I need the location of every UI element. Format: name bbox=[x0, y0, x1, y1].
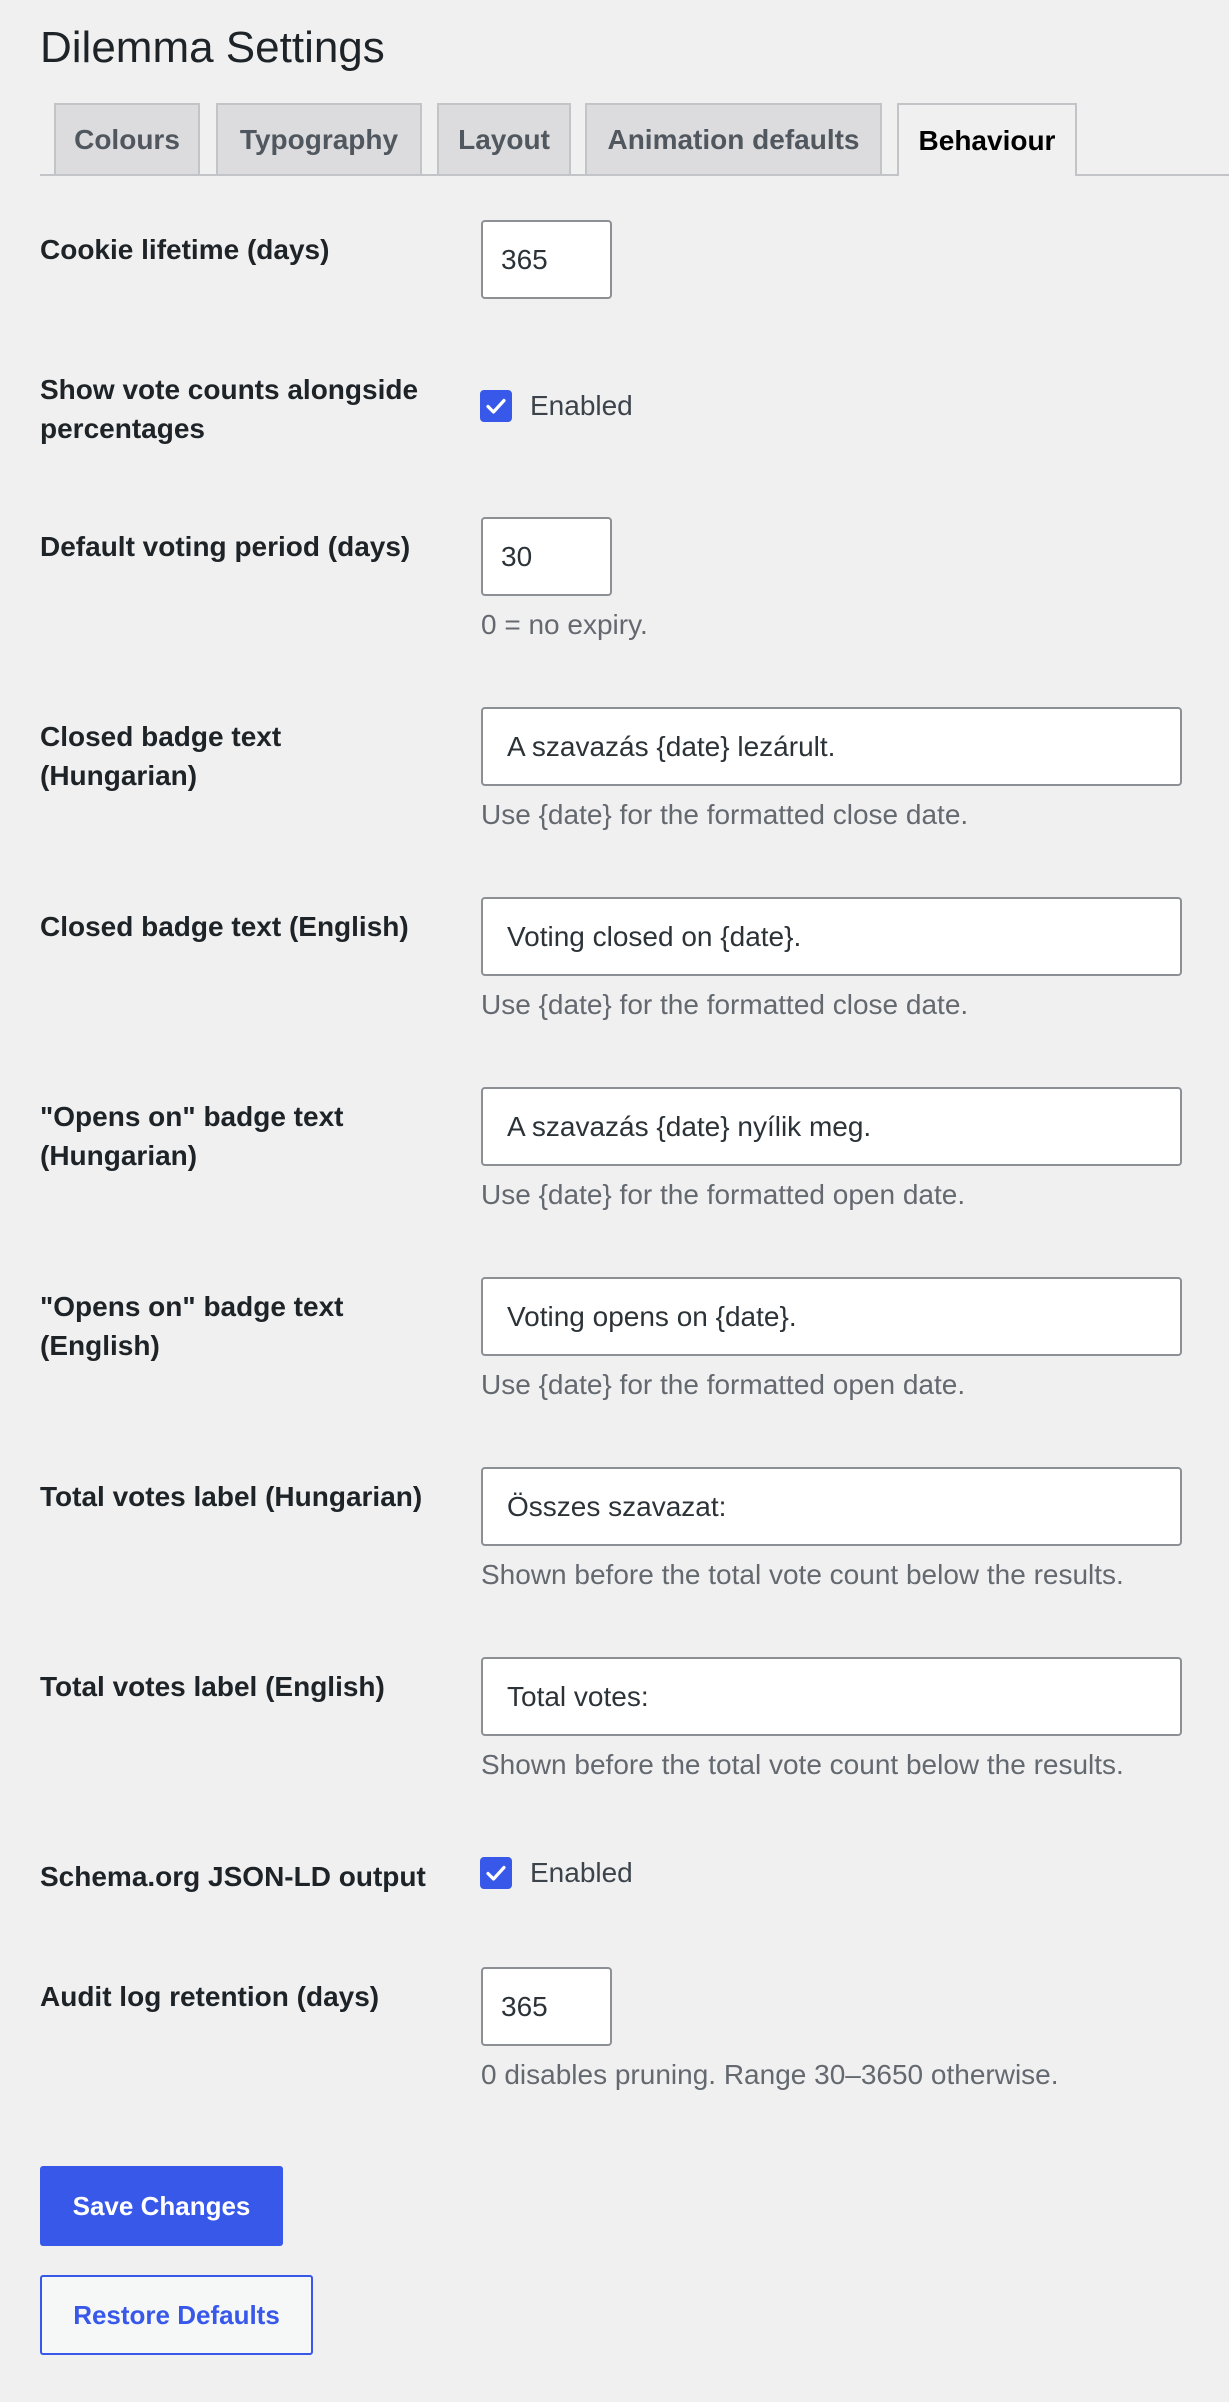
checkmark-icon bbox=[484, 1861, 508, 1885]
closed-badge-en-label: Closed badge text (English) bbox=[40, 911, 409, 942]
cookie-lifetime-label: Cookie lifetime (days) bbox=[40, 234, 330, 265]
closed-badge-en-description: Use {date} for the formatted close date. bbox=[481, 989, 969, 1020]
show-vote-counts-toggle[interactable] bbox=[480, 390, 633, 422]
page-title: Dilemma Settings bbox=[40, 23, 385, 72]
total-votes-hu-input[interactable] bbox=[481, 1467, 1182, 1546]
opens-badge-hu-label-line2: (Hungarian) bbox=[40, 1140, 198, 1171]
closed-badge-hu-description: Use {date} for the formatted close date. bbox=[481, 799, 969, 830]
default-voting-period-label: Default voting period (days) bbox=[40, 531, 411, 562]
cookie-lifetime-input[interactable] bbox=[481, 220, 612, 299]
total-votes-hu-description: Shown before the total vote count below the results. bbox=[481, 1559, 1124, 1590]
opens-badge-en-input[interactable] bbox=[481, 1277, 1182, 1356]
closed-badge-en-input[interactable] bbox=[481, 897, 1182, 976]
save-changes-button[interactable]: Save Changes bbox=[40, 2166, 283, 2246]
opens-badge-en-description: Use {date} for the formatted open date. bbox=[481, 1369, 966, 1400]
opens-badge-hu-input[interactable] bbox=[481, 1087, 1182, 1166]
show-vote-counts-checkbox-label: Enabled bbox=[530, 390, 633, 421]
opens-badge-en-label-line2: (English) bbox=[40, 1330, 160, 1361]
tab-bar bbox=[40, 103, 1229, 176]
closed-badge-hu-label-line2: (Hungarian) bbox=[40, 760, 198, 791]
audit-log-retention-input[interactable] bbox=[481, 1967, 612, 2046]
opens-badge-hu-label bbox=[40, 1097, 460, 1175]
default-voting-period-input[interactable] bbox=[481, 517, 612, 596]
schema-output-checkbox-label: Enabled bbox=[530, 1857, 633, 1888]
show-vote-counts-label-line2: percentages bbox=[40, 413, 205, 444]
audit-log-retention-label: Audit log retention (days) bbox=[40, 1981, 380, 2012]
tab-layout[interactable]: Layout bbox=[437, 103, 571, 174]
opens-badge-hu-description: Use {date} for the formatted open date. bbox=[481, 1179, 966, 1210]
default-voting-period-description: 0 = no expiry. bbox=[481, 609, 648, 640]
schema-output-checkbox[interactable] bbox=[480, 1857, 512, 1889]
opens-badge-en-label bbox=[40, 1287, 460, 1365]
opens-badge-hu-label-line1: "Opens on" badge text bbox=[40, 1101, 344, 1132]
tab-colours[interactable]: Colours bbox=[54, 103, 200, 174]
schema-output-toggle[interactable] bbox=[480, 1857, 633, 1889]
total-votes-hu-label: Total votes label (Hungarian) bbox=[40, 1481, 423, 1512]
show-vote-counts-checkbox[interactable] bbox=[480, 390, 512, 422]
closed-badge-hu-label-line1: Closed badge text bbox=[40, 721, 282, 752]
show-vote-counts-label-line1: Show vote counts alongside bbox=[40, 374, 419, 405]
schema-output-label: Schema.org JSON-LD output bbox=[40, 1861, 426, 1892]
total-votes-en-label: Total votes label (English) bbox=[40, 1671, 385, 1702]
tab-typography[interactable]: Typography bbox=[216, 103, 422, 174]
show-vote-counts-label bbox=[40, 370, 460, 448]
audit-log-retention-description: 0 disables pruning. Range 30–3650 otherwise. bbox=[481, 2059, 1059, 2090]
checkmark-icon bbox=[484, 394, 508, 418]
total-votes-en-description: Shown before the total vote count below the results. bbox=[481, 1749, 1124, 1780]
total-votes-en-input[interactable] bbox=[481, 1657, 1182, 1736]
closed-badge-hu-label bbox=[40, 717, 460, 795]
tab-animation-defaults[interactable]: Animation defaults bbox=[585, 103, 882, 174]
opens-badge-en-label-line1: "Opens on" badge text bbox=[40, 1291, 344, 1322]
closed-badge-hu-input[interactable] bbox=[481, 707, 1182, 786]
restore-defaults-button[interactable]: Restore Defaults bbox=[40, 2275, 313, 2355]
tab-behaviour[interactable]: Behaviour bbox=[897, 103, 1077, 176]
